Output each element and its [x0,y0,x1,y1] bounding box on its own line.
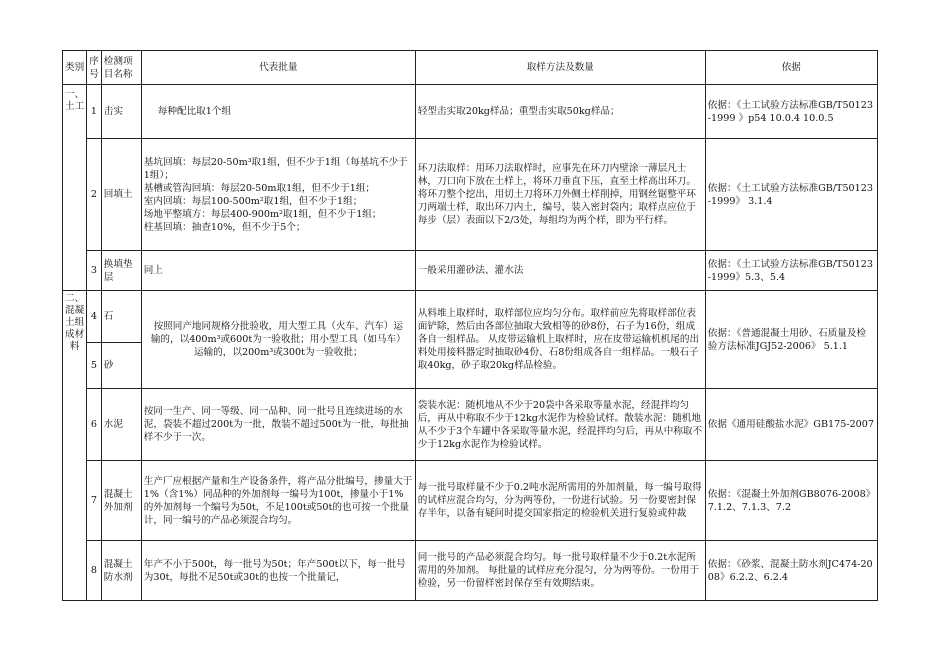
item-cell: 回填土 [101,139,141,251]
batch-cell: 基坑回填：每层20-50m³取1组，但不少于1组（每基坑不少于1组）； 基槽或管沟回填：每层20-50m取1组，但不少于1组； 室内回填：每层100-500m²取1组，但不少于1组； 场地平整填方：每层400-900m²取1组，但不少于1组； 柱基回填：抽查10%，但不少于5个； [141,139,415,251]
sampling-cell: 从料堆上取样时，取样部位应均匀分布。取样前应先将取样部位表面铲除，然后由各部位抽取大致相等的砂8份，石子为16份，组成各自一组样品。 从皮带运输机上取样时，应在皮带运输机机尾的出料处用接料器定时抽取砂4份、石8份组成各自一组样品。一般石子取40kg，砂子取20kg样品检验。 [415,291,705,389]
basis-cell: 依据《通用硅酸盐水泥》GB175-2007 [705,389,877,461]
batch-cell: 年产不小于500t，每一批号为50t；年产500t以下，每一批号为30t，每批不足50t或30t的也按一个批量记， [141,541,415,601]
table-row [63,389,878,461]
item-cell: 砂 [101,343,141,389]
seq-cell: 4 [87,291,102,343]
sampling-cell: 轻型击实取20kg样品；重型击实取50kg样品； [415,85,705,139]
category-cell-concrete-materials: 二、混凝土组成材料 [63,291,87,601]
seq-cell: 8 [87,541,102,601]
sampling-cell: 同一批号的产品必须混合均匀。每一批号取样量不少于0.2t水泥所需用的外加剂。 每批量的试样应充分混匀，分为两等份。一份用于检验，另一份留样密封保存至有效期结束。 [415,541,705,601]
basis-cell: 依据：《土工试验方法标准GB/T50123 -1999》5.3、5.4 [705,251,877,291]
header-batch: 代表批量 [141,51,415,85]
item-cell: 石 [101,291,141,343]
item-cell: 混凝土防水剂 [101,541,141,601]
sampling-cell: 环刀法取样：用环刀法取样时，应事先在环刀内壁涂一薄层凡士林，刀口向下放在土样上，将环刀垂直下压，直至土样高出环刀。将环刀整个挖出，用切土刀将环刀外侧土样削掉，用钢丝锯整平环刀两端土样，取出环刀内土，编号，装入密封袋内；取样点应位于每步（层）表面以下2/3处，每组均为两个样，即为平行样。 [415,139,705,251]
batch-cell: 生产厂应根据产量和生产设备条件，将产品分批编号，掺量大于1%（含1%）同品种的外加剂每一编号为100t，掺量小于1%的外加剂每一个编号为50t，不足100t或50t的也可按一个批量计，同一编号的产品必须混合均匀。 [141,461,415,541]
batch-cell: 每种配比取1个组 [141,85,415,139]
header-seq: 序号 [87,51,102,85]
header-category: 类别 [63,51,87,85]
table-row [63,139,878,251]
batch-cell: 按照同产地同规格分批验收，用大型工具（火车、汽车）运输的，以400m³或600t为一验收批；用小型工具（如马车）运输的，以200m³或300t为一验收批； [141,291,415,389]
sampling-cell: 袋装水泥：随机地从不少于20袋中各采取等量水泥，经混拌均匀后，再从中称取不少于12kg水泥作为检验试样。散装水泥：随机地从不少于3个车罐中各采取等量水泥，经混拌均匀后，再从中称取不少于12kg水泥作为检验试样。 [415,389,705,461]
seq-cell: 7 [87,461,102,541]
basis-cell: 依据：《普通混凝土用砂、石质量及检验方法标准JGJ52-2006》 5.1.1 [705,291,877,389]
item-cell: 换填垫层 [101,251,141,291]
table-row [63,461,878,541]
header-basis: 依据 [705,51,877,85]
category-cell-soil: 一、土工 [63,85,87,291]
batch-cell: 同上 [141,251,415,291]
seq-cell: 3 [87,251,102,291]
seq-cell: 1 [87,85,102,139]
seq-cell: 6 [87,389,102,461]
item-cell: 击实 [101,85,141,139]
sampling-cell: 一般采用灌砂法、灌水法 [415,251,705,291]
header-sampling: 取样方法及数量 [415,51,705,85]
item-cell: 混凝土外加剂 [101,461,141,541]
item-cell: 水泥 [101,389,141,461]
header-row [63,51,878,85]
basis-cell: 依据：《土工试验方法标准GB/T50123 -1999》 3.1.4 [705,139,877,251]
header-item: 检测项目名称 [101,51,141,85]
sampling-cell: 每一批号取样量不少于0.2吨水泥所需用的外加剂量，每一编号取得的试样应混合均匀，分为两等份，一份进行试验。另一份要密封保存半年，以备有疑问时提交国家指定的检验机关进行复验或仲裁 [415,461,705,541]
basis-cell: 依据：《土工试验方法标准GB/T50123-1999 》p54 10.0.4 10.0.5 [705,85,877,139]
sampling-standards-table [62,50,878,601]
table-row [63,541,878,601]
batch-cell: 按同一生产、同一等级、同一品种、同一批号且连续进场的水泥，袋装不超过200t为一批，散装不超过500t为一批，每批抽样不少于一次。 [141,389,415,461]
table-row [63,251,878,291]
table-row [63,85,878,139]
basis-cell: 依据：《砂浆、混凝土防水剂JC474-2008》6.2.2、6.2.4 [705,541,877,601]
basis-cell: 依据：《混凝土外加剂GB8076-2008》7.1.2、7.1.3、7.2 [705,461,877,541]
table-row [63,291,878,343]
seq-cell: 5 [87,343,102,389]
seq-cell: 2 [87,139,102,251]
